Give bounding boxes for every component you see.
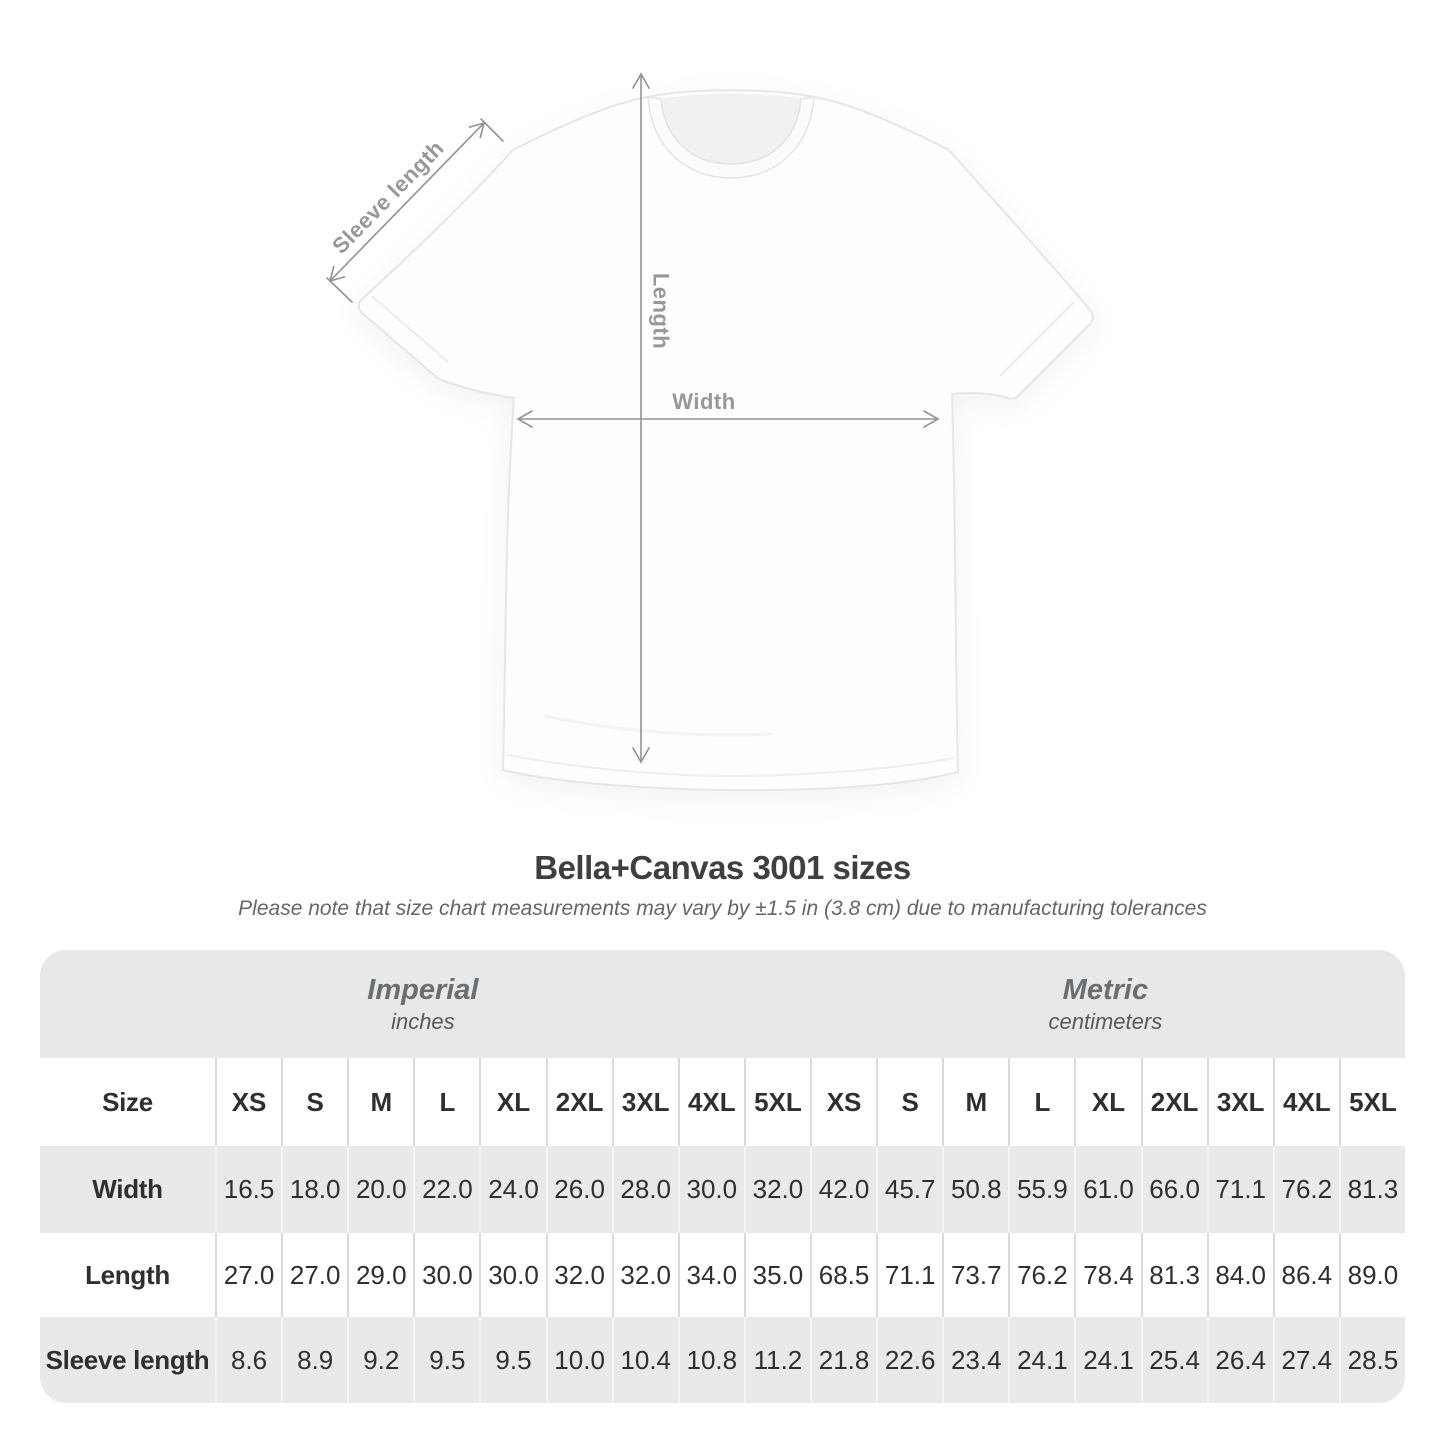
value-cell: 26.0	[546, 1146, 612, 1233]
value-cell: 22.0	[413, 1146, 479, 1233]
sleeve-length-row	[40, 1317, 1405, 1403]
metric-size-header: 3XL	[1207, 1058, 1273, 1146]
tolerance-note: Please note that size chart measurements may vary by ±1.5 in (3.8 cm) due to manufacturing tolerances	[238, 897, 1207, 920]
tshirt-body-shape	[359, 90, 1093, 790]
value-cell: 73.7	[942, 1233, 1008, 1317]
row-label: Sleeve length	[45, 1344, 210, 1375]
imperial-section-header	[40, 950, 806, 1058]
value-cell: 10.0	[546, 1317, 612, 1403]
width-label: Width	[672, 389, 736, 414]
metric-size-header: L	[1008, 1058, 1074, 1146]
value-cell: 35.0	[744, 1233, 810, 1317]
size-corner-header: Size	[102, 1086, 153, 1117]
value-cell: 34.0	[678, 1233, 744, 1317]
value-cell: 78.4	[1074, 1233, 1140, 1317]
imperial-section-title: Imperial	[367, 973, 479, 1006]
metric-size-header: M	[942, 1058, 1008, 1146]
imperial-size-header: 5XL	[744, 1058, 810, 1146]
value-cell: 76.2	[1008, 1233, 1074, 1317]
imperial-size-header: 4XL	[678, 1058, 744, 1146]
length-label: Length	[648, 272, 674, 350]
value-cell: 32.0	[546, 1233, 612, 1317]
value-cell: 28.5	[1339, 1317, 1405, 1403]
value-cell: 71.1	[1207, 1146, 1273, 1233]
imperial-section-unit: inches	[391, 1008, 455, 1034]
value-cell: 27.0	[281, 1233, 347, 1317]
metric-section-header	[806, 950, 1405, 1058]
value-cell: 61.0	[1074, 1146, 1140, 1233]
value-cell: 10.8	[678, 1317, 744, 1403]
value-cell: 10.4	[612, 1317, 678, 1403]
metric-size-header: XL	[1074, 1058, 1140, 1146]
size-table	[40, 950, 1405, 1403]
value-cell: 30.0	[479, 1233, 545, 1317]
value-cell: 76.2	[1273, 1146, 1339, 1233]
value-cell: 9.2	[347, 1317, 413, 1403]
value-cell: 24.1	[1008, 1317, 1074, 1403]
value-cell: 81.3	[1141, 1233, 1207, 1317]
tshirt-graphic	[359, 90, 1093, 790]
metric-size-header: 4XL	[1273, 1058, 1339, 1146]
value-cell: 18.0	[281, 1146, 347, 1233]
value-cell: 71.1	[876, 1233, 942, 1317]
value-cell: 86.4	[1273, 1233, 1339, 1317]
value-cell: 81.3	[1339, 1146, 1405, 1233]
value-cell: 26.4	[1207, 1317, 1273, 1403]
imperial-size-header: XS	[215, 1058, 281, 1146]
imperial-size-header: XL	[479, 1058, 545, 1146]
value-cell: 55.9	[1008, 1146, 1074, 1233]
value-cell: 84.0	[1207, 1233, 1273, 1317]
value-cell: 89.0	[1339, 1233, 1405, 1317]
sleeve-length-label: Sleeve length	[327, 135, 449, 259]
value-cell: 16.5	[215, 1146, 281, 1233]
value-cell: 21.8	[810, 1317, 876, 1403]
metric-size-header: XS	[810, 1058, 876, 1146]
value-cell: 66.0	[1141, 1146, 1207, 1233]
page-title: Bella+Canvas 3001 sizes	[534, 849, 911, 886]
imperial-size-header: L	[413, 1058, 479, 1146]
value-cell: 68.5	[810, 1233, 876, 1317]
metric-size-header: 2XL	[1141, 1058, 1207, 1146]
value-cell: 29.0	[347, 1233, 413, 1317]
length-row	[40, 1233, 1405, 1317]
value-cell: 27.0	[215, 1233, 281, 1317]
width-row	[40, 1146, 1405, 1233]
value-cell: 24.0	[479, 1146, 545, 1233]
table-header-band	[40, 950, 1405, 1058]
value-cell: 8.6	[215, 1317, 281, 1403]
metric-section-title: Metric	[1062, 973, 1149, 1006]
value-cell: 28.0	[612, 1146, 678, 1233]
value-cell: 30.0	[678, 1146, 744, 1233]
value-cell: 23.4	[942, 1317, 1008, 1403]
value-cell: 9.5	[413, 1317, 479, 1403]
value-cell: 32.0	[744, 1146, 810, 1233]
value-cell: 9.5	[479, 1317, 545, 1403]
value-cell: 27.4	[1273, 1317, 1339, 1403]
metric-size-header: 5XL	[1339, 1058, 1405, 1146]
value-cell: 11.2	[744, 1317, 810, 1403]
imperial-size-header: S	[281, 1058, 347, 1146]
imperial-size-header: 2XL	[546, 1058, 612, 1146]
value-cell: 22.6	[876, 1317, 942, 1403]
value-cell: 42.0	[810, 1146, 876, 1233]
value-cell: 30.0	[413, 1233, 479, 1317]
value-cell: 32.0	[612, 1233, 678, 1317]
imperial-size-header: 3XL	[612, 1058, 678, 1146]
value-cell: 8.9	[281, 1317, 347, 1403]
metric-size-header: S	[876, 1058, 942, 1146]
value-cell: 45.7	[876, 1146, 942, 1233]
row-label: Width	[92, 1174, 163, 1204]
size-header-row	[40, 1058, 1405, 1146]
value-cell: 25.4	[1141, 1317, 1207, 1403]
value-cell: 20.0	[347, 1146, 413, 1233]
imperial-size-header: M	[347, 1058, 413, 1146]
row-label: Length	[85, 1259, 170, 1290]
value-cell: 50.8	[942, 1146, 1008, 1233]
metric-section-unit: centimeters	[1048, 1008, 1163, 1034]
value-cell: 24.1	[1074, 1317, 1140, 1403]
